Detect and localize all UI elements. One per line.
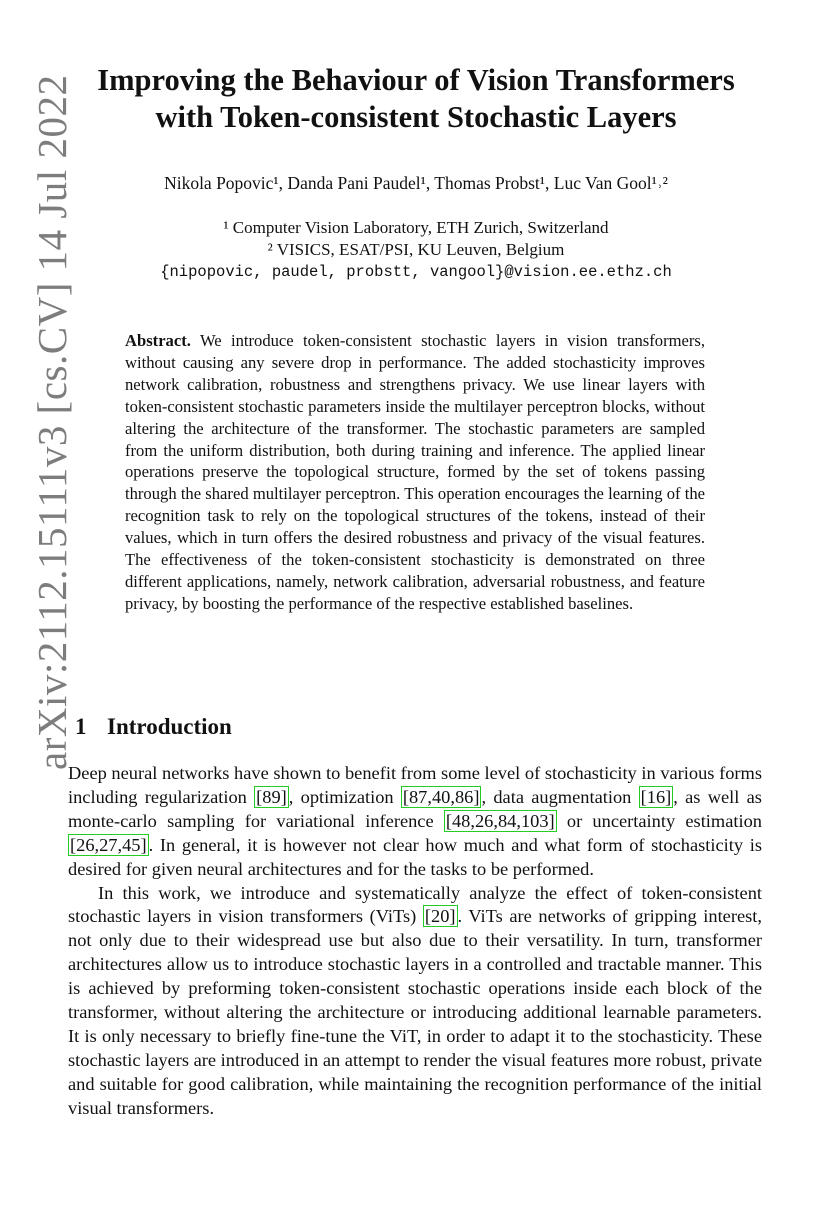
affiliation-1: ¹ Computer Vision Laboratory, ETH Zurich, Switzerland	[223, 218, 609, 237]
citation-link[interactable]: [26,27,45]	[70, 834, 147, 855]
introduction-body	[68, 762, 762, 1121]
section-number: 1	[75, 714, 87, 739]
paper-title	[60, 62, 772, 136]
citation-link[interactable]: [20]	[424, 906, 456, 927]
section-title: Introduction	[107, 714, 232, 739]
intro-paragraph-1	[68, 762, 762, 882]
text-run: or uncertainty estimation	[556, 810, 762, 831]
section-heading	[75, 714, 232, 740]
intro-paragraph-2	[68, 882, 762, 1121]
title-line-2: with Token-consistent Stochastic Layers	[155, 100, 677, 134]
affiliation-2: ² VISICS, ESAT/PSI, KU Leuven, Belgium	[267, 240, 565, 259]
arxiv-identifier: arXiv:2112.15111v3 [cs.CV] 14 Jul 2022	[29, 74, 75, 770]
text-run: Deep neural networks have shown to benefit from some level of stochasticity in various forms including regularization	[68, 763, 762, 807]
text-run: . In general, it is however not clear how much and what form of stochasticity is desired for given neural architectures and for the tasks to be performed.	[68, 834, 762, 879]
citation-link[interactable]: [16]	[640, 786, 672, 807]
abstract	[125, 330, 705, 615]
text-run: . ViTs are networks of gripping interest, not only due to their widespread use but also due to their versatility. In turn, transformer architectures allow us to introduce stochastic layers in a controlled and tractable manner. This is achieved by preforming token-consistent stochastic operations inside each block of the transformer, without altering the architecture or introducing additional learnable parameters. It is only necessary to briefly fine-tune the ViT, in order to adapt it to the stochasticity. These stochastic layers are introduced in an attempt to render the visual features more robust, private and suitable for good calibration, while maintaining the recognition performance of the initial visual transformers.	[68, 906, 762, 1118]
affiliations	[60, 217, 772, 283]
text-run: , optimization	[288, 786, 401, 807]
citation-link[interactable]: [87,40,86]	[402, 786, 480, 807]
citation-link[interactable]: [48,26,84,103]	[445, 810, 555, 831]
text-run: , data augmentation	[481, 786, 639, 807]
abstract-text: We introduce token-consistent stochastic layers in vision transformers, without causing any severe drop in performance. The added stochasticity improves network calibration, robustness and strengthens privacy. We use linear layers with token-consistent stochastic parameters inside the multilayer perceptron blocks, without altering the architecture of the transformer. The stochastic parameters are sampled from the uniform distribution, both during training and inference. The applied linear operations preserve the topological structure, formed by the set of tokens passing through the shared multilayer perceptron. This operation encourages the learning of the recognition task to rely on the topological structures of the tokens, instead of their values, which in turn offers the desired robustness and privacy of the visual features. The effectiveness of the token-consistent stochasticity is demonstrated on three different applications, namely, network calibration, adversarial robustness, and feature privacy, by boosting the performance of the respective established baselines.	[125, 331, 705, 613]
abstract-label: Abstract.	[125, 331, 191, 350]
text-run: , as well as monte-carlo sampling for variational inference	[68, 786, 762, 831]
text-run: In this work, we introduce and systematically analyze the effect of token-consistent stochastic layers in vision transformers (ViTs)	[68, 882, 762, 927]
author-list: Nikola Popovic¹, Danda Pani Paudel¹, Thomas Probst¹, Luc Van Gool¹˒²	[164, 173, 668, 193]
title-line-1: Improving the Behaviour of Vision Transformers	[97, 63, 735, 97]
email-addresses: {nipopovic, paudel, probstt, vangool}@vision.ee.ethz.ch	[160, 263, 672, 281]
citation-link[interactable]: [89]	[256, 786, 287, 807]
